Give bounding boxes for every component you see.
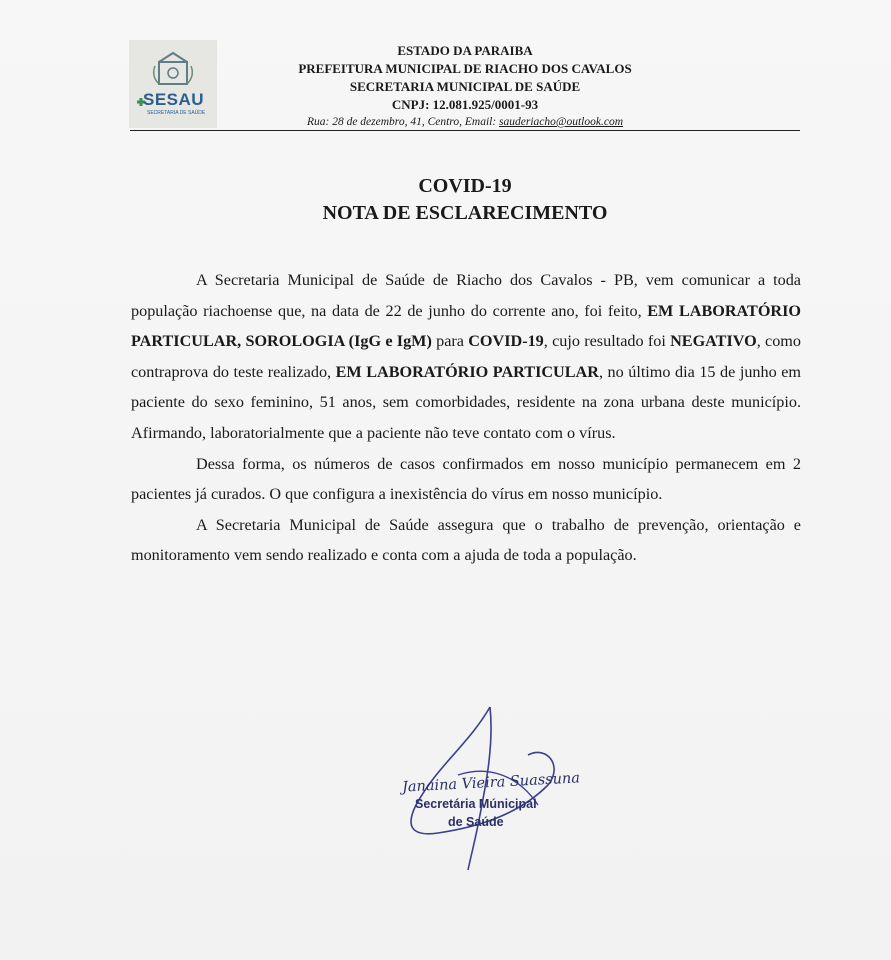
address-line <box>260 114 670 130</box>
p1-bold-negativo: NEGATIVO <box>670 332 757 351</box>
note-body <box>131 265 801 571</box>
p1-text-e: , cujo resultado foi <box>543 332 671 351</box>
p1-text-c: para <box>431 332 469 351</box>
letterhead <box>260 42 670 130</box>
p1-text-a: A Secretaria Municipal de Saúde de Riacho dos Cavalos - PB, vem comunicar a toda população riachoense que, na data de 22 de junho do corrente ano, foi feito, <box>131 271 801 320</box>
address-text: Rua: 28 de dezembro, 41, Centro, Email: <box>306 116 500 128</box>
title-nota: NOTA DE ESCLARECIMENTO <box>322 202 608 224</box>
p1-bold-covid: COVID-19 <box>468 332 544 351</box>
signature-role-line1: Secretária Múnicipal <box>415 797 537 811</box>
signature-role-line2: de Saúde <box>448 815 504 829</box>
title-covid: COVID-19 <box>418 175 512 197</box>
cnpj-line: CNPJ: 12.081.925/0001-93 <box>391 97 539 112</box>
paragraph-1 <box>131 265 801 449</box>
paragraph-2: Dessa forma, os números de casos confirmados em nosso município permanecem em 2 pacientes já curados. O que configura a inexistência do vírus em nosso município. <box>131 454 801 504</box>
p1-bold-lab-serology: EM LABORATÓRIO PARTICULAR, SOROLOGIA (IgG e IgM) <box>131 301 801 351</box>
sesau-logo <box>129 40 217 128</box>
email-link[interactable]: sauderiacho@outlook.com <box>499 116 624 128</box>
p1-bold-lab: EM LABORATÓRIO PARTICULAR <box>335 362 599 381</box>
secretariat-line: SECRETARIA MUNICIPAL DE SAÚDE <box>349 79 581 94</box>
prefecture-line: PREFEITURA MUNICIPAL DE RIACHO DOS CAVALOS <box>298 61 632 76</box>
p1-text-i: , no último dia 15 de junho em paciente do sexo feminino, 51 anos, sem comorbidades, residente na zona urbana deste município. Afirmando, laboratorialmente que a paciente não teve contato com o vírus. <box>131 362 802 442</box>
signature-name: Janaina Vieira Suassuna <box>401 770 581 796</box>
signature-block <box>398 705 598 875</box>
signature-role <box>415 795 537 831</box>
p1-text-g: , como contraprova do teste realizado, <box>131 332 801 381</box>
logo-subtext: SECRETARIA DE SAÚDE <box>147 110 206 116</box>
logo-text: SESAU <box>143 90 205 109</box>
paragraph-3: A Secretaria Municipal de Saúde assegura que o trabalho de prevenção, orientação e monitoramento vem sendo realizado e conta com a ajuda de toda a população. <box>131 515 801 565</box>
state-line: ESTADO DA PARAIBA <box>397 43 533 58</box>
header-divider <box>130 130 800 131</box>
